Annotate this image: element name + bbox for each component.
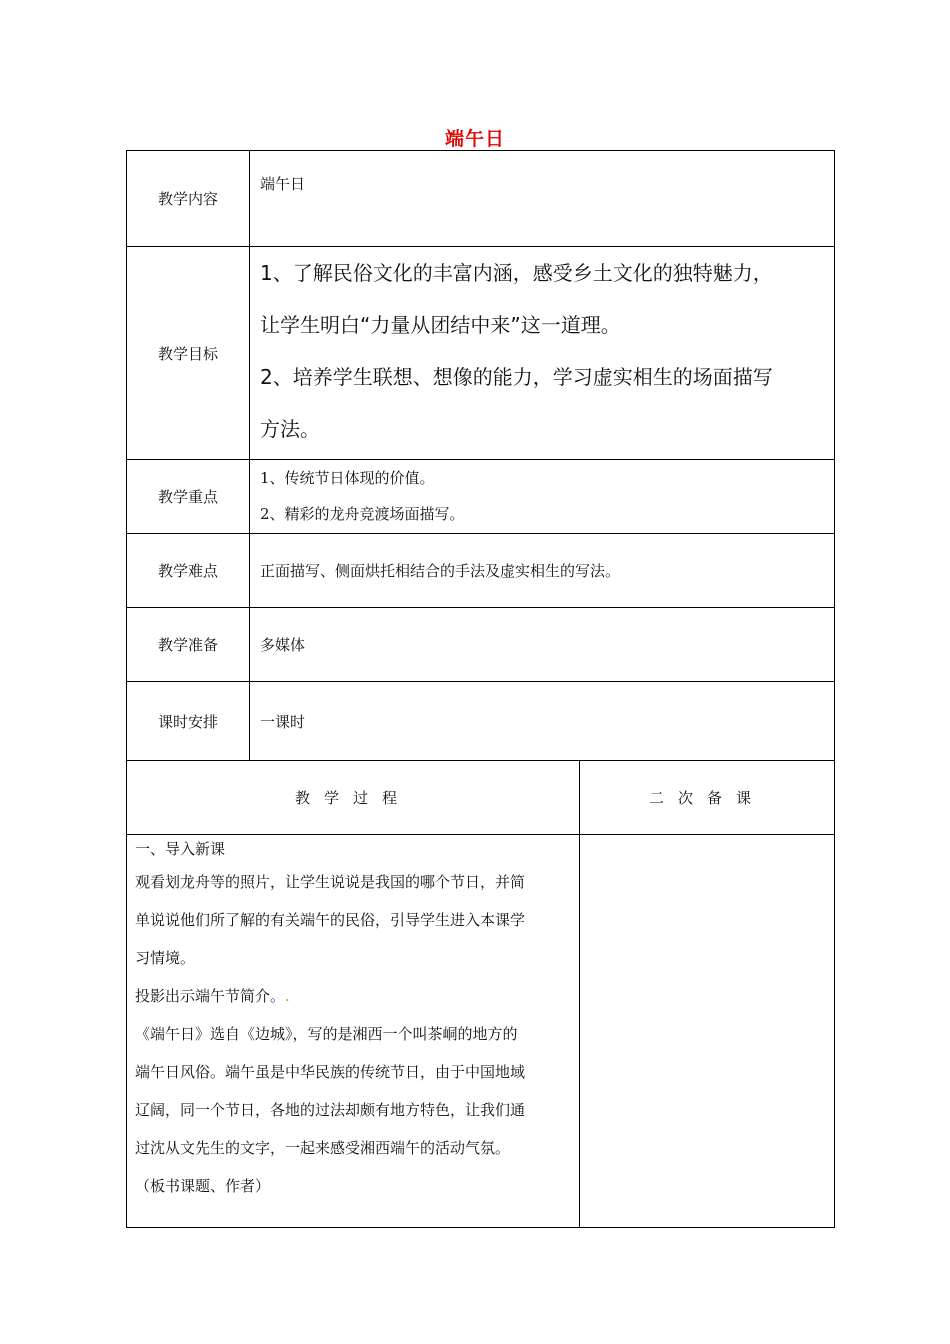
- value-key-points: [250, 460, 835, 534]
- row-content: [127, 151, 835, 247]
- process-line-with-dot: [135, 977, 571, 1015]
- label-content: 教学内容: [127, 151, 250, 247]
- row-process: [127, 835, 835, 1228]
- key-point-line: 2、精彩的龙舟竞渡场面描写。: [260, 505, 465, 523]
- value-difficulties: 正面描写、侧面烘托相结合的手法及虚实相生的写法。: [250, 534, 835, 608]
- objective-line: 方法。: [260, 417, 320, 441]
- process-header-right: 二次备课: [580, 761, 835, 835]
- objective-line: 1、了解民俗文化的丰富内涵，感受乡土文化的独特魅力，: [260, 261, 773, 285]
- row-preparation: [127, 608, 835, 682]
- process-line: 一、导入新课: [135, 840, 226, 858]
- process-line: 辽阔，同一个节日，各地的过法却颇有地方特色，让我们通: [135, 1101, 526, 1119]
- row-difficulties: [127, 534, 835, 608]
- process-line: 端午日风俗。端午虽是中华民族的传统节日，由于中国地域: [135, 1063, 526, 1081]
- row-schedule: [127, 682, 835, 761]
- objective-line: 让学生明白“力量从团结中来”这一道理。: [260, 313, 621, 337]
- label-schedule: 课时安排: [127, 682, 250, 761]
- yellow-dot: .: [285, 987, 290, 1005]
- process-content: [127, 835, 580, 1228]
- document-title: 端午日: [444, 128, 505, 150]
- process-line: 习情境。: [135, 949, 196, 967]
- process-line: 单说说他们所了解的有关端午的民俗，引导学生进入本课学: [135, 911, 526, 929]
- process-line: 过沈从文先生的文字，一起来感受湘西端午的活动气氛。: [135, 1139, 511, 1157]
- value-schedule: 一课时: [250, 682, 835, 761]
- process-line: （板书课题、作者）: [135, 1177, 271, 1195]
- label-preparation: 教学准备: [127, 608, 250, 682]
- label-difficulties: 教学难点: [127, 534, 250, 608]
- row-process-header: [127, 761, 835, 835]
- value-preparation: 多媒体: [250, 608, 835, 682]
- row-key-points: [127, 460, 835, 534]
- value-content: 端午日: [250, 151, 835, 247]
- process-header-left: 教学过程: [127, 761, 580, 835]
- label-key-points: 教学重点: [127, 460, 250, 534]
- key-point-line: 1、传统节日体现的价值。: [260, 469, 435, 487]
- label-objectives: 教学目标: [127, 247, 250, 460]
- second-prep-cell: [580, 835, 835, 1228]
- process-line: 观看划龙舟等的照片，让学生说说是我国的哪个节日，并简: [135, 873, 526, 891]
- value-objectives: [250, 247, 835, 460]
- process-line: 投影出示端午节简介。: [135, 987, 286, 1005]
- process-line: 《端午日》选自《边城》，写的是湘西一个叫茶峒的地方的: [135, 1025, 518, 1043]
- lesson-plan-table: [126, 150, 835, 1228]
- row-objectives: [127, 247, 835, 460]
- objective-line: 2、培养学生联想、想像的能力，学习虚实相生的场面描写: [260, 365, 773, 389]
